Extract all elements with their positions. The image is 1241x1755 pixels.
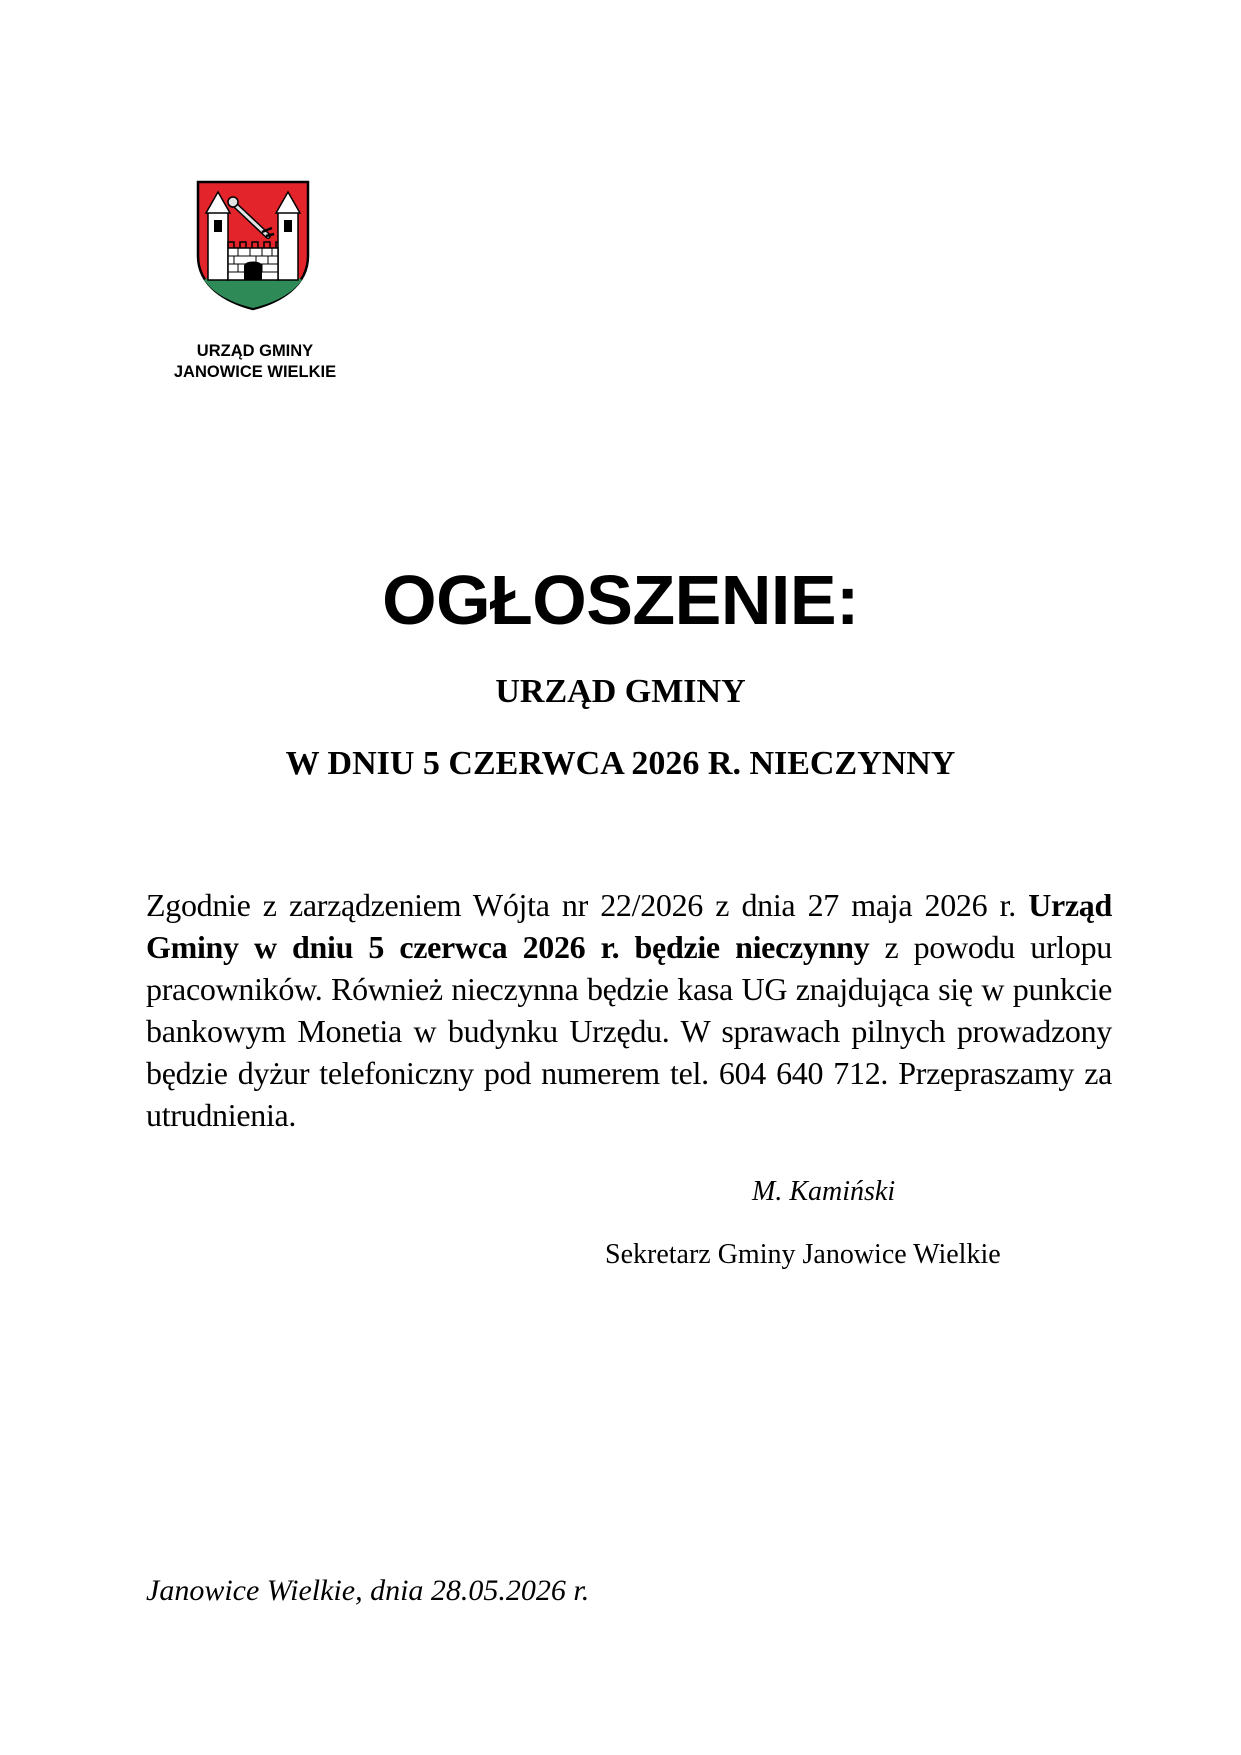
announcement-body-intro: Zgodnie z zarządzeniem Wójta nr 22/2026 z dnia 27 maja 2026 r. (146, 887, 1016, 923)
signature-name: M. Kamiński (752, 1176, 896, 1207)
announcement-body-bold: Urząd Gminy w dniu 5 czerwca 2026 r. będzie nieczynny (146, 887, 1113, 965)
place-date: Janowice Wielkie, dnia 28.05.2026 r. (146, 1574, 590, 1607)
office-name-line2: JANOWICE WIELKIE (173, 363, 337, 381)
office-name-line1: URZĄD GMINY (196, 342, 314, 360)
announcement-subtitle-closure: W DNIU 5 CZERWCA 2026 R. NIECZYNNY (285, 745, 956, 782)
announcement-title: OGŁOSZENIE: (382, 561, 859, 639)
announcement-body-rest: z powodu urlopu pracowników. Również nieczynna będzie kasa UG znajdująca się w punkcie bankowym Monetia w budynku Urzędu. W sprawach pilnych prowadzony będzie dyżur telefoniczny pod numerem tel. 604 640 712. Przepraszamy za utrudnienia. (146, 929, 1112, 1133)
announcement-body (146, 884, 1112, 1136)
coat-of-arms-icon (194, 178, 312, 312)
signer-title: Sekretarz Gminy Janowice Wielkie (605, 1239, 1001, 1270)
office-name (140, 341, 370, 383)
announcement-subtitle-office: URZĄD GMINY (495, 673, 746, 710)
announcement-body-paragraph (146, 884, 1112, 1136)
